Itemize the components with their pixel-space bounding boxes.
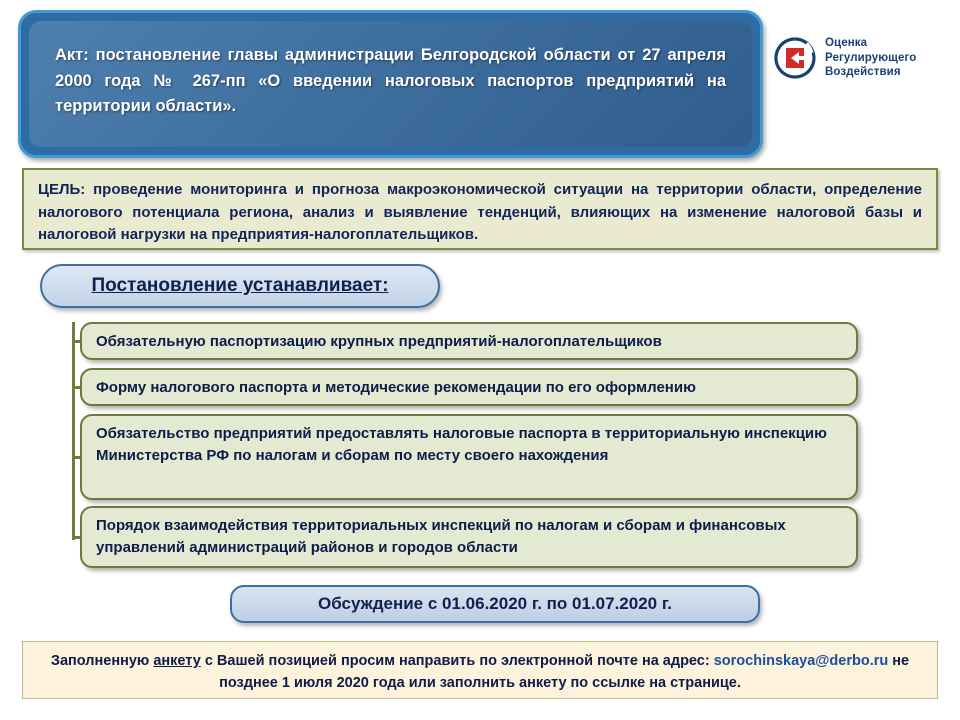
goal-label: ЦЕЛЬ:: [38, 181, 86, 198]
footer-part-1: Заполненную: [50, 653, 154, 669]
list-item: [80, 506, 858, 568]
list-item-text: Форму налогового паспорта и методические рекомендации по его оформлению: [96, 379, 696, 396]
goal-box: [22, 168, 938, 250]
logo-mark-icon: [773, 36, 817, 80]
goal-body: проведение мониторинга и прогноза макроэкономической ситуации на территории области, определение налогового потенциала региона, анализ и выявление тенденций, влияющих на изменение налоговой базы и налоговой нагрузки на предприятия-налогоплательщиков.: [38, 181, 922, 243]
act-callout-box: [18, 10, 763, 158]
list-item-text: Обязательство предприятий предоставлять налоговые паспорта в территориальную инспекцию Министерства РФ по налогам и сборам по месту своего нахождения: [96, 425, 827, 464]
org-logo: [773, 28, 945, 88]
discussion-period-text: Обсуждение с 01.06.2020 г. по 01.07.2020 г.: [318, 594, 672, 613]
list-item: [80, 322, 858, 360]
act-text: Акт: постановление главы администрации Белгородской области от 27 апреля 2000 года № 267-пп «О введении налоговых паспортов предприятий на территории области».: [55, 46, 726, 116]
footer-note: [22, 641, 938, 699]
list-item-text: Обязательную паспортизацию крупных предприятий-налогоплательщиков: [96, 333, 662, 350]
discussion-period-bar: [230, 585, 760, 623]
logo-line-3: Воздействия: [825, 66, 901, 79]
logo-text: [825, 36, 916, 79]
connector-spine: [72, 322, 75, 540]
act-callout-inner: [29, 21, 752, 147]
section-banner: [40, 264, 440, 308]
questionnaire-link[interactable]: анкету: [153, 653, 201, 669]
list-item: [80, 368, 858, 406]
logo-line-2: Регулирующего: [825, 51, 917, 64]
goal-text: [38, 179, 922, 247]
footer-note-text: [35, 650, 925, 695]
logo-line-1: Оценка: [825, 37, 868, 50]
contact-email-link[interactable]: sorochinskaya@derbo.ru: [713, 653, 889, 669]
list-item-text: Порядок взаимодействия территориальных инспекций по налогам и сборам и финансовых управлений администраций районов и городов области: [96, 517, 786, 556]
section-banner-title: Постановление устанавливает:: [91, 275, 389, 296]
footer-part-3: не позднее 1 июля 2020 года или заполнить анкету по ссылке на странице.: [219, 653, 910, 692]
list-item: [80, 414, 858, 500]
footer-part-2: с Вашей позицией просим направить по электронной почте на адрес:: [200, 653, 710, 669]
